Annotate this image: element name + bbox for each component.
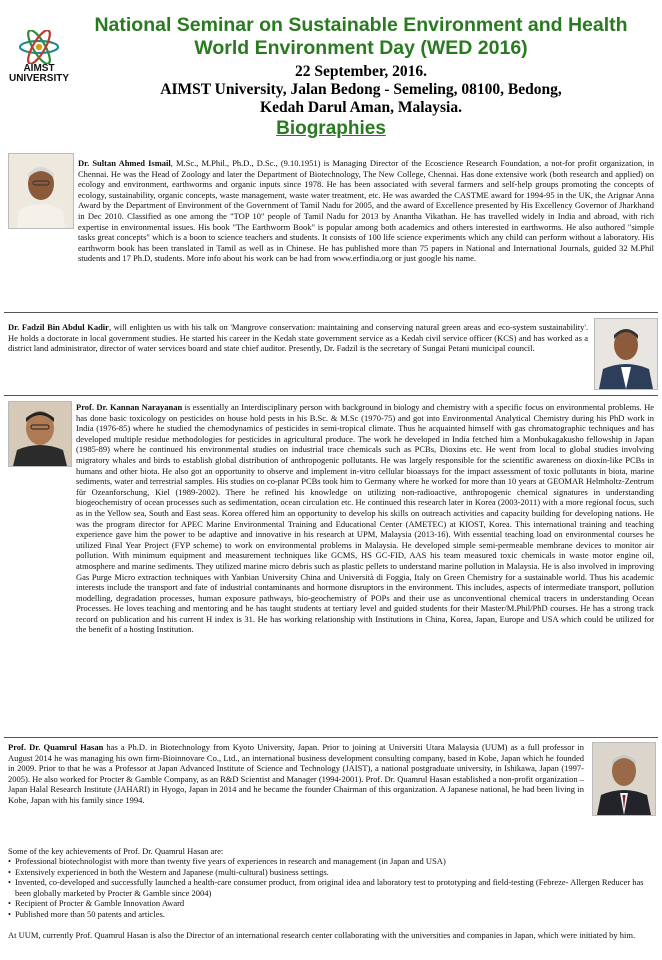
bio-quamrul	[8, 742, 584, 806]
photo-sultan-ahmed-ismail	[8, 153, 74, 229]
separator-2	[4, 395, 658, 396]
logo-text-aimst: AIMST	[23, 63, 55, 74]
bio3-name: Prof. Dr. Kannan Narayanan	[76, 402, 183, 412]
logo-text-university: UNIVERSITY	[8, 73, 69, 84]
bio-fadzil	[8, 322, 588, 354]
separator-1	[4, 312, 658, 313]
achievement-item: • Published more than 50 patents and articles.	[8, 909, 648, 920]
achievement-item: • Professional biotechnologist with more than twenty five years of experiences in research and management (in Japan and USA)	[8, 856, 648, 867]
event-address-line2: Kedah Darul Aman, Malaysia.	[260, 99, 462, 116]
achievement-item: • Recipient of Procter & Gamble Innovation Award	[8, 898, 648, 909]
achievement-item: • Invented, co-developed and successfully launched a health-care consumer product, from original idea and laboratory test to prototyping and field-testing (Febreze- Allergen Reducer has been globally marketed by Procter & Gamble since 2004)	[8, 877, 648, 898]
photo-quamrul-hasan	[592, 742, 656, 816]
seminar-title: National Seminar on Sustainable Environment and Health	[94, 14, 628, 36]
bio-kannan	[76, 402, 654, 635]
separator-3	[4, 737, 658, 738]
bio4-name: Prof. Dr. Quamrul Hasan	[8, 742, 104, 752]
bio4-text: has a Ph.D. in Biotechnology from Kyoto University, Japan. Prior to joining at Universiti Utara Malaysia (UUM) as a full professor in August 2014 he was managing his own firm-Bioinnovare Co., Ltd., an international business development consulting company, based in Kobe, Japan which he founded in 2009. Prior to that he was a Professor at Japan Advanced Institute of Science and Technology (JAIST), a national postgraduate university, in Ishikawa, Japan (1997-2005). He also worked for Procter & Gamble Company, as an R&D Scientist and Manager (1994-2001). Prof. Dr. Quamrul Hasan established a non-profit organization – Japan Halal Research Institute (JAHARI) in Hyogo, Japan in 2014 and he became the founder Chairman of this organization. A Japanese national, he had been living in Kobe, Japan with his family since 1994.	[8, 742, 585, 805]
bio3-text: is essentially an Interdisciplinary person with background in biology and chemistry with a specific focus on environmental problems. He has done basic toxicology on pesticides on house hold pests in his B.Sc. & M.Sc (1970-75) and got into Environmental Analytical Chemistry during his PhD work in India (1976-85) where he studied the chemodynamics of pesticides in semi-tropical climate. Thus he acquainted himself with gas chromatographic techniques and has developed multiple residue methodologies for pesticides in agricultural produce. The work he developed in India fetched him a Monbukagakusho fellowship in Japan (1985-89) where he continued his environmental studies on industrial trace chemicals such as PCBs, Dioxins etc. He went from local to global studies involving migratory whales and birds to establish global distribution of anthropogenic pollutants. He was largely responsible for the scientific awareness on dioxin-like PCBs in humans and other biota. He also got an opportunity to observe and implement in-vitro cellular bioassays for the impact assessment of toxic pollutants in biota, marine sediments, water and terrestrial samples. His studies on co-planar PCBs took him to Germany where he worked for more than 10 years at GEOMAR Helmholtz-Zentrum für Ozeanforschung, Kiel (1989-2002). There he refined his knowledge on utilizing non-radioactive, anthropogenic chemical signatures in understanding biogeochemistry of ocean processes such as sedimentation, ocean circulation etc. He continued this research later in Korea (2003-2011) with a more regional focus, such as in the Yellow sea, South and East seas. Korea offered him an opportunity to develop his skills on outreach activities and capacity building for developing nations. He was the program director for APEC Marine Environmental Training and Educational Center (AMETEC) at KIOST, Korea. This international training and teaching experience gave him the power to be adaptive and innovative in his research at UPM, Malaysia (2013-16). With essential teaching load on environmental courses he utilized Final Year Project (FYP scheme) to work on environmental problems in Malaysia. He developed simple semi-permeable membrane devices to monitor air pollution. With minimum equipment and measurement techniques like GCMS, HS GC-FID, AAS his team measured toxic chemicals in waste motor engine oil, atmosphere and marine sediments. They utilized marine micro debris such as plastic pellets to understand marine pollution in Malaysia. He is also involved in improving Gas Purge Micro extraction techniques with Yanbian University China and Università di Foggia, Italy on Green Chemistry for a sustainable world. Thus his academic interests include the transport and fate of industrial contaminants and hormone disruptors in the environment. This includes, aspects of intermediate transport, pollution modelling, degradation processes, human exposure pathways, bio-geochemistry of POPs and their use as unconventional chemical tracers in understanding Ocean Processes. He loves teaching and mentoring and he has taught students at tertiary level and guided students for their Master/M.Phil/PhD courses. He has a strong track record on publication and his current H index is 31. He has working relationship with Institutions in China, Korea, Japan, Europe and USA which could be utilized for the benefit of a hosting Institution.	[76, 402, 654, 635]
bio2-name: Dr. Fadzil Bin Abdul Kadir	[8, 322, 109, 332]
photo-kannan-narayanan	[8, 401, 72, 467]
achievement-item: • Extensively experienced in both the Western and Japanese (multi-cultural) business settings.	[8, 867, 648, 878]
bio1-text: , M.Sc., M.Phil., Ph.D., D.Sc., (9.10.1951) is Managing Director of the Ecoscience Research Foundation, a not-for profit organization, in Chennai. He was the Head of Zoology and later the Department of Biotechnology, The New College, Chennai. Has done extensive work (both research and applied) on ecology and environment, earthworms and organic inputs since 1978. He has been associated with several farmers and self-help groups promoting the concepts of ecology, sustainability, organic concepts, waste management, waste water treatment, etc. He was awarded the CASTME award for 1994-95 in the UK, the Arignar Anna Award by the Department of Environment of the Government of Tamil Nadu for 2005, and the award of Excellence presented by His Excellency Governor of Jharkhand in Dec 2010. Classified as one among the "TOP 10" people of Tamil Nadu for 2013 by Anantha Vikathan. He has travelled widely in India and abroad, with rich expertise in environmental issues. His book "The Earthworm Book" is popular among both academics and others interested in earthworms. He also authored "simple tasks great concepts" which is a boon to science teachers and students. It consists of 100 life science experiments which any child can perform without a laboratory. His earthworm book has been translated in Tamil as well as in Chinese. He has published more than 75 papers in National and International Journals, guided 32 M.Phil students and 17 Ph.D, students. More info about his work can be had from www.erfindia.org or just google his name.	[78, 158, 654, 264]
event-address-line1: AIMST University, Jalan Bedong - Semeling, 08100, Bedong,	[160, 81, 562, 98]
bio-sultan-intro	[78, 158, 654, 264]
atom-logo-icon	[17, 30, 61, 64]
bio2-text: , will enlighten us with his talk on 'Mangrove conservation: maintaining and conserving natural green areas and eco-system sustainability'. He holds a doctorate in local government studies. He started his career in the Kedah state government service as a Kedah civil service officer (KCS) and has worked as a district land administrator, director of water services board and state chief auditor. Presently, Dr. Fadzil is the secretary of Sungai Petani municipal council.	[8, 322, 589, 354]
bio-quamrul-closing: At UUM, currently Prof. Quamrul Hasan is also the Director of an international research center collaborating with the universities and companies in Japan, which were initiated by him.	[8, 930, 636, 940]
photo-fadzil-bin-abdul-kadir	[594, 318, 658, 390]
biographies-heading: Biographies	[276, 118, 386, 139]
achievements-list	[8, 856, 648, 920]
event-date: 22 September, 2016.	[294, 63, 428, 80]
event-title: World Environment Day (WED 2016)	[194, 37, 528, 59]
achievements-intro: Some of the key achievements of Prof. Dr. Quamrul Hasan are:	[8, 846, 224, 856]
bio1-name: Dr. Sultan Ahmed Ismail	[78, 158, 171, 168]
